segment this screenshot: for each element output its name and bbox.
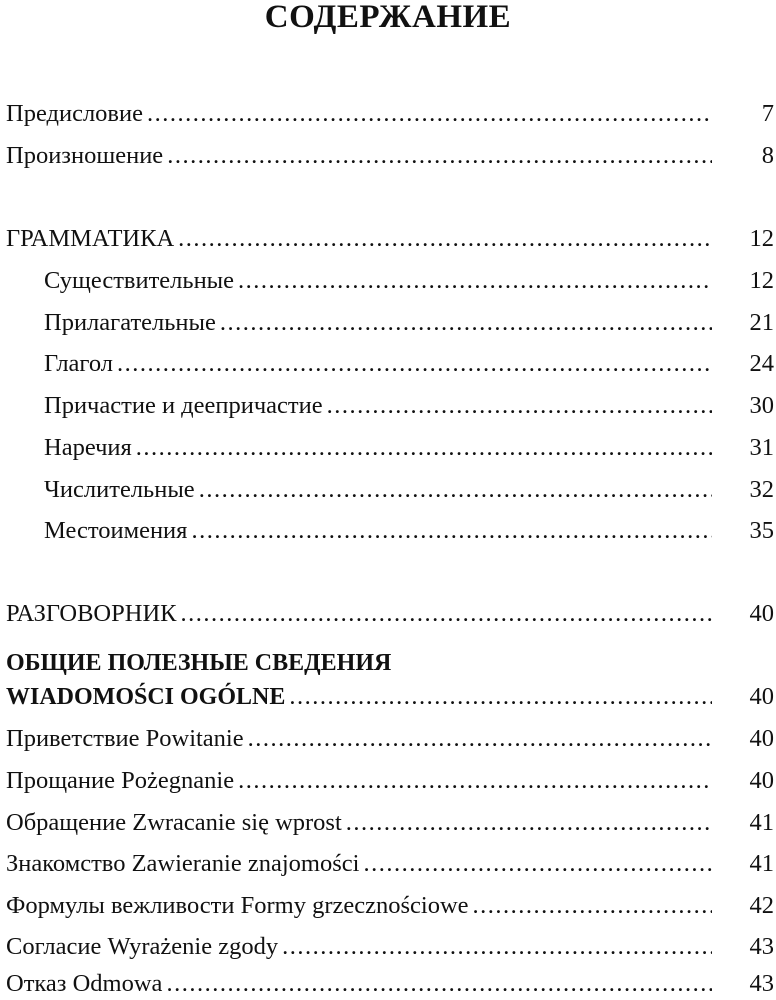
toc-entry-adjectives[interactable]	[44, 307, 774, 339]
toc-entry-refusal[interactable]	[6, 968, 774, 1000]
toc-entry-label: Прилагательные	[44, 309, 216, 336]
toc-page-number: 35	[749, 517, 774, 544]
section-heading-general: ОБЩИЕ ПОЛЕЗНЫЕ СВЕДЕНИЯ	[6, 650, 392, 676]
toc-entry-label: Формулы вежливости Formy grzecznościowe	[6, 892, 469, 919]
toc-entry-label: Согласие Wyrażenie zgody	[6, 933, 279, 960]
toc-entry-label: Предисловие	[6, 100, 143, 127]
toc-page-number: 42	[749, 892, 774, 919]
toc-entry-label: Числительные	[44, 476, 195, 503]
dot-leader	[166, 968, 712, 1000]
toc-page-number: 7	[761, 100, 774, 127]
toc-page-number: 8	[761, 142, 774, 169]
toc-page-number: 40	[749, 767, 774, 794]
toc-page-number: 31	[749, 434, 774, 461]
toc-page-number: 43	[749, 933, 774, 960]
toc-page-number: 21	[749, 309, 774, 336]
dot-leader	[473, 890, 712, 922]
dot-leader	[180, 598, 712, 630]
toc-page-number: 12	[749, 225, 774, 252]
toc-entry-label: Обращение Zwracanie się wprost	[6, 809, 342, 836]
toc-page-number: 43	[749, 970, 774, 997]
toc-page-number: 24	[749, 350, 774, 377]
dot-leader	[282, 931, 712, 963]
toc-entry-label: Местоимения	[44, 517, 188, 544]
dot-leader	[147, 98, 712, 130]
toc-entry-general-info[interactable]	[6, 681, 774, 713]
dot-leader	[199, 474, 712, 506]
toc-page-number: 41	[749, 850, 774, 877]
dot-leader	[136, 432, 712, 464]
toc-entry-label: Наречия	[44, 434, 132, 461]
toc-entry-agreement[interactable]	[6, 931, 774, 963]
toc-entry-label: Прощание Pożegnanie	[6, 767, 235, 794]
toc-entry-address[interactable]	[6, 807, 774, 839]
toc-entry-label: Причастие и деепричастие	[44, 392, 323, 419]
toc-page-number: 41	[749, 809, 774, 836]
toc-entry-label: Знакомство Zawieranie znajomości	[6, 850, 360, 877]
toc-page-number: 12	[749, 267, 774, 294]
toc-entry-politeness[interactable]	[6, 890, 774, 922]
dot-leader	[327, 390, 712, 422]
toc-entry-label: ГРАММАТИКА	[6, 225, 175, 252]
toc-entry-phrasebook[interactable]	[6, 598, 774, 630]
toc-entry-label: Глагол	[44, 350, 114, 377]
toc-entry-label: Произношение	[6, 142, 164, 169]
dot-leader	[248, 723, 712, 755]
toc-entry-participles[interactable]	[44, 390, 774, 422]
toc-page-number: 32	[749, 476, 774, 503]
toc-entry-label: Существительные	[44, 267, 235, 294]
dot-leader	[220, 307, 712, 339]
toc-entry-label: Приветствие Powitanie	[6, 725, 244, 752]
toc-entry-preface[interactable]	[6, 98, 774, 130]
dot-leader	[191, 515, 712, 547]
dot-leader	[117, 348, 712, 380]
toc-page-number: 40	[749, 725, 774, 752]
dot-leader	[289, 681, 712, 713]
toc-entry-pronouns[interactable]	[44, 515, 774, 547]
toc-entry-label: РАЗГОВОРНИК	[6, 600, 177, 627]
toc-entry-adverbs[interactable]	[44, 432, 774, 464]
toc-page-number: 40	[749, 600, 774, 627]
toc-entry-acquaintance[interactable]	[6, 848, 774, 880]
dot-leader	[346, 807, 712, 839]
toc-page-number: 40	[749, 683, 774, 710]
toc-entry-label: WIADOMOŚCI OGÓLNE	[6, 684, 286, 710]
toc-entry-pronunciation[interactable]	[6, 140, 774, 172]
dot-leader	[363, 848, 712, 880]
toc-entry-farewell[interactable]	[6, 765, 774, 797]
toc-entry-numerals[interactable]	[44, 474, 774, 506]
toc-page-number: 30	[749, 392, 774, 419]
toc-entry-nouns[interactable]	[44, 265, 774, 297]
dot-leader	[238, 765, 712, 797]
toc-entry-label: Отказ Odmowa	[6, 970, 163, 997]
dot-leader	[238, 265, 712, 297]
page-title: СОДЕРЖАНИЕ	[264, 0, 512, 35]
toc-entry-grammar[interactable]	[6, 223, 774, 255]
toc-entry-verb[interactable]	[44, 348, 774, 380]
toc-entry-greeting[interactable]	[6, 723, 774, 755]
dot-leader	[167, 140, 712, 172]
dot-leader	[178, 223, 712, 255]
